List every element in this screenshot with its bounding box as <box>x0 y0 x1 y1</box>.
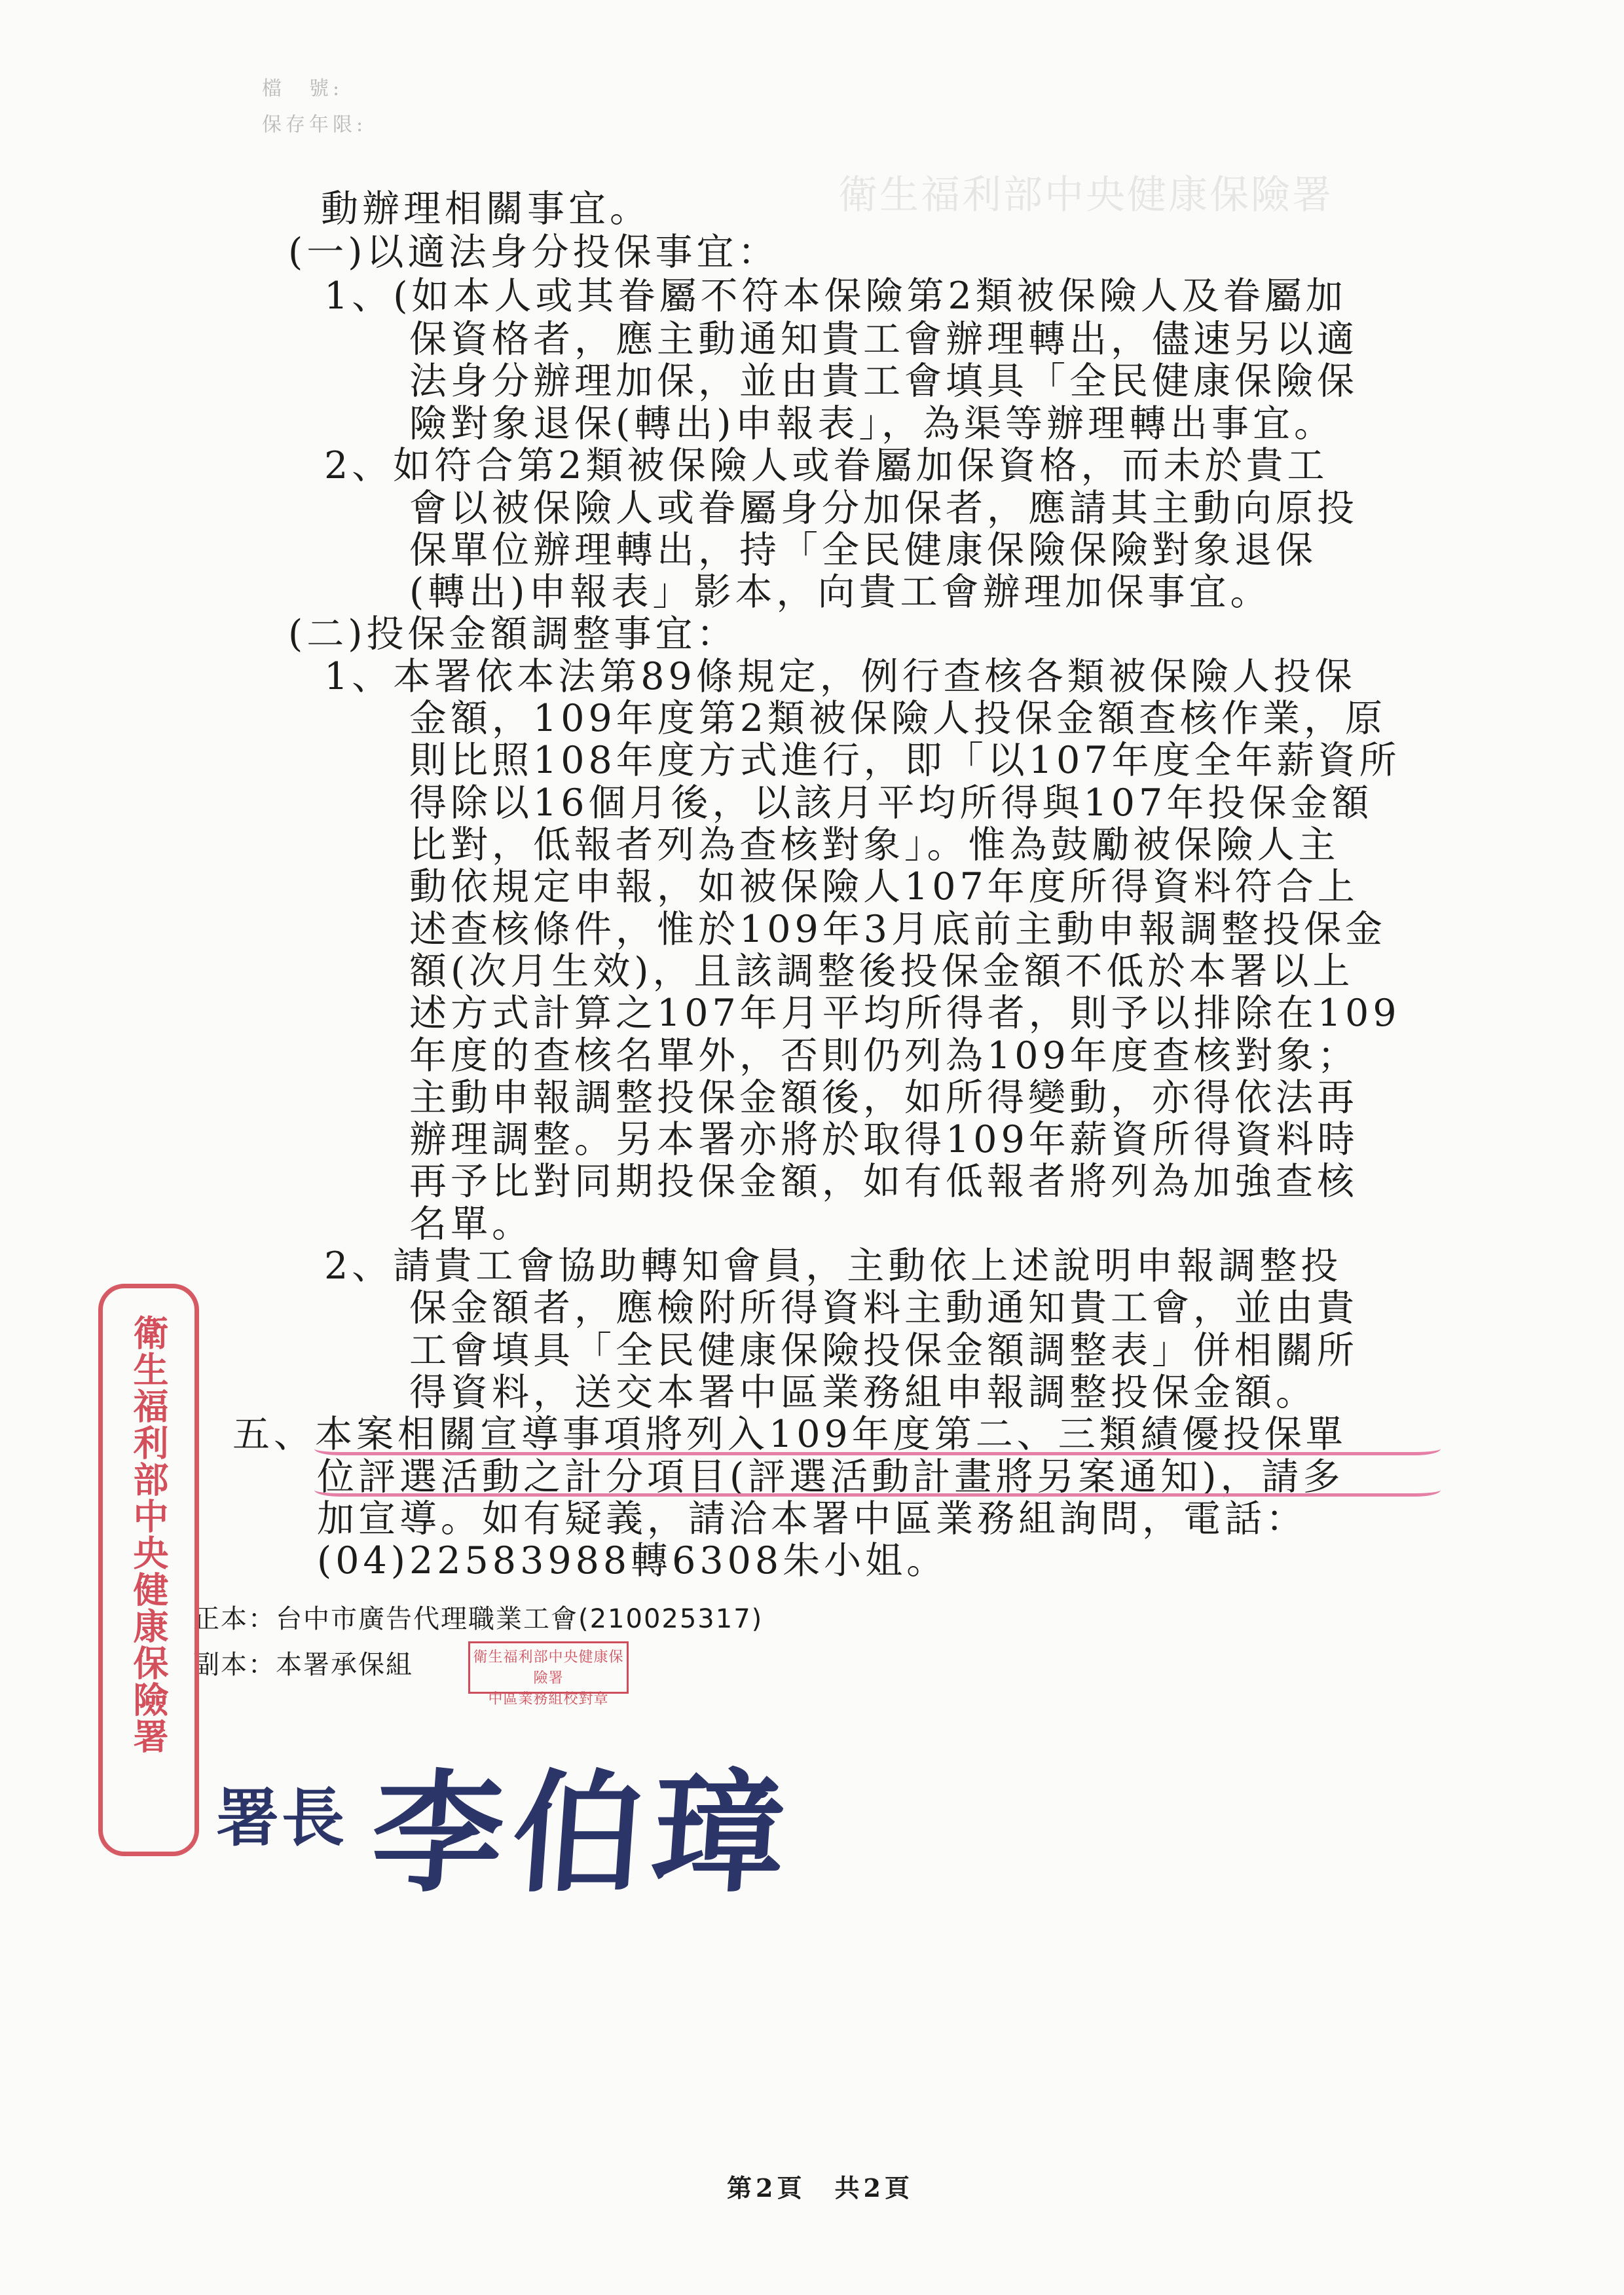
signature-name: 李伯璋 <box>367 1757 799 1911</box>
retention-label: 保存年限: <box>262 113 367 136</box>
body-line: 年度的查核名單外，否則仍列為109年度查核對象； <box>409 1034 1359 1077</box>
body-line: 保金額者，應檢附所得資料主動通知貴工會，並由貴 <box>409 1286 1358 1330</box>
body-line: 五、本案相關宣導事項將列入109年度第二、三類績優投保單 <box>232 1413 1347 1456</box>
copy-recipient: 副本：本署承保組 <box>193 1650 413 1680</box>
body-line: 額(次月生效)，且該調整後投保金額不低於本署以上 <box>409 950 1354 993</box>
body-line: 得資料，送交本署中區業務組申報調整投保金額。 <box>409 1371 1317 1414</box>
official-seal-text: 衛生福利部中央健康保險署 <box>128 1315 170 1755</box>
body-line: 法身分辦理加保，並由貴工會填具「全民健康保險保 <box>409 360 1358 403</box>
body-line: 金額，109年度第2類被保險人投保金額查核作業，原 <box>409 697 1387 740</box>
body-line: 名單。 <box>409 1203 533 1246</box>
body-line: 會以被保險人或眷屬身分加保者，應請其主動向原投 <box>409 487 1358 530</box>
body-line: (二)投保金額調整事宜： <box>288 612 738 656</box>
body-line: 2、如符合第2類被保險人或眷屬加保資格，而未於貴工 <box>324 444 1329 487</box>
body-line: 得除以16個月後，以該月平均所得與107年投保金額 <box>409 781 1373 825</box>
file-number-label: 檔 號: <box>262 77 344 100</box>
body-line: 再予比對同期投保金額，如有低報者將列為加強查核 <box>409 1160 1358 1203</box>
body-line: 保單位辦理轉出，持「全民健康保險保險對象退保 <box>409 529 1317 572</box>
proofread-stamp-line: 中區業務組校對章 <box>488 1691 609 1707</box>
body-line: 述方式計算之107年月平均所得者，則予以排除在109 <box>409 992 1401 1035</box>
body-line: 動辦理相關事宜。 <box>321 187 651 231</box>
body-line: 2、請貴工會協助轉知會員，主動依上述說明申報調整投 <box>324 1244 1342 1288</box>
body-line: 保資格者，應主動通知貴工會辦理轉出，儘速另以適 <box>409 318 1358 361</box>
body-line: 位評選活動之計分項目(評選活動計畫將另案通知)，請多 <box>317 1455 1344 1499</box>
primary-recipient: 正本：台中市廣告代理職業工會(210025317) <box>193 1604 764 1634</box>
body-line: 工會填具「全民健康保險投保金額調整表」併相關所 <box>409 1329 1358 1372</box>
body-line: (轉出)申報表」影本，向貴工會辦理加保事宜。 <box>409 570 1272 614</box>
body-line: 主動申報調整投保金額後，如所得變動，亦得依法再 <box>409 1076 1358 1119</box>
body-line: 1、本署依本法第89條規定，例行查核各類被保險人投保 <box>324 655 1356 698</box>
body-line: (04)22583988轉6308朱小姐。 <box>317 1539 948 1582</box>
signature-title: 署長 <box>216 1781 347 1855</box>
body-line: 險對象退保(轉出)申報表」，為渠等辦理轉出事宜。 <box>409 402 1335 445</box>
page-number: 第2頁 共2頁 <box>727 2173 913 2203</box>
body-line: 則比照108年度方式進行，即「以107年度全年薪資所 <box>409 739 1401 782</box>
body-line: 辦理調整。另本署亦將於取得109年薪資所得資料時 <box>409 1118 1359 1161</box>
body-line: (一)以適法身分投保事宜： <box>288 231 779 274</box>
bleed-through-text: 衛生福利部中央健康保險署 <box>838 172 1333 218</box>
proofread-stamp <box>468 1641 629 1707</box>
body-line: 1、(如本人或其眷屬不符本保險第2類被保險人及眷屬加 <box>324 274 1347 318</box>
highlight-underline <box>314 1446 1441 1455</box>
proofread-stamp-line: 衛生福利部中央健康保險署 <box>473 1649 624 1687</box>
official-seal <box>98 1284 199 1856</box>
body-line: 加宣導。如有疑義，請洽本署中區業務組詢問，電話： <box>317 1497 1307 1540</box>
body-line: 述查核條件，惟於109年3月底前主動申報調整投保金 <box>409 908 1387 951</box>
body-line: 比對，低報者列為查核對象」。惟為鼓勵被保險人主 <box>409 823 1340 867</box>
highlight-underline <box>314 1487 1441 1497</box>
body-line: 動依規定申報，如被保險人107年度所得資料符合上 <box>409 865 1359 908</box>
